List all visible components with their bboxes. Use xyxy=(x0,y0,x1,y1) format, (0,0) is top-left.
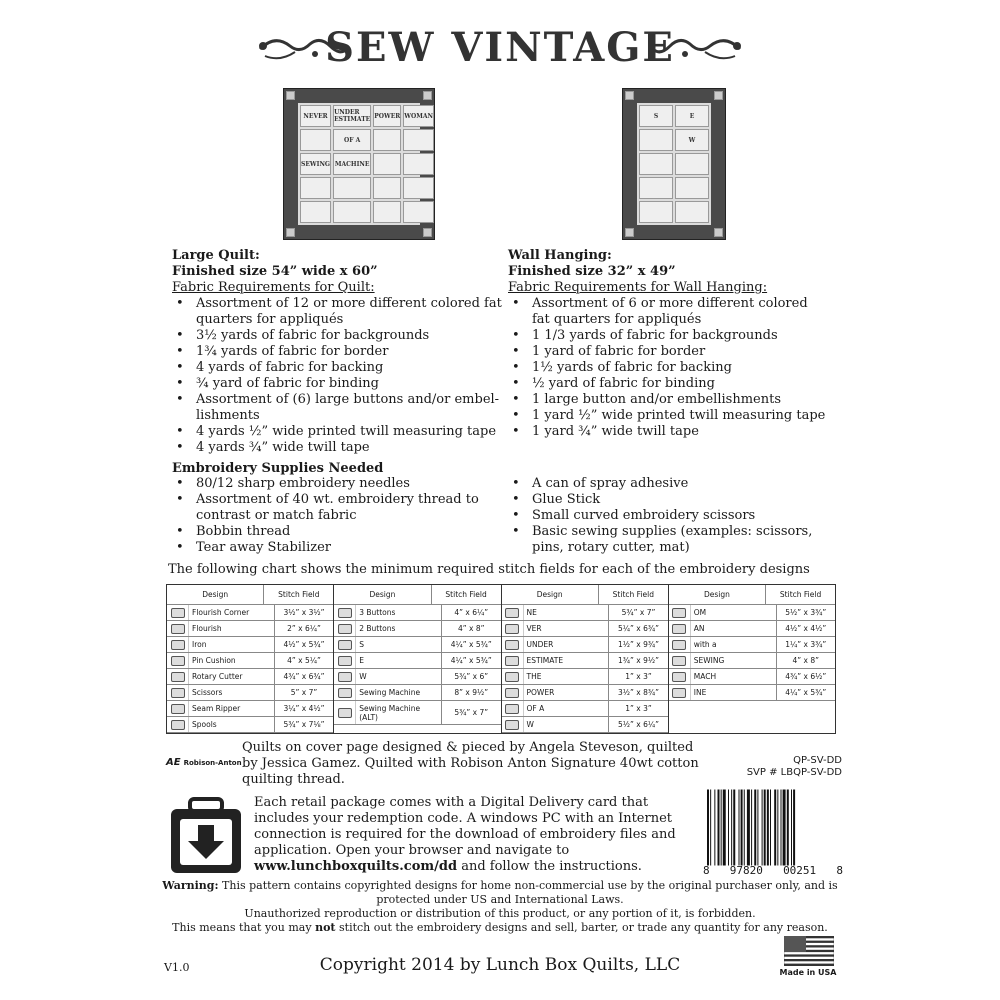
design-name: Rotary Cutter xyxy=(189,669,275,684)
table-row xyxy=(502,621,668,637)
design-thumbnail-icon xyxy=(669,621,691,636)
design-thumbnail-icon xyxy=(167,701,189,716)
design-thumbnail-icon xyxy=(334,605,356,620)
stitch-field: 3½” x 3½” xyxy=(283,608,325,617)
design-thumbnail-icon xyxy=(167,637,189,652)
table-row xyxy=(167,605,333,621)
stitch-field: 2” x 6¼” xyxy=(287,624,321,633)
list-item: • 3½ yards of fabric for backgrounds xyxy=(172,328,502,344)
barcode-bar xyxy=(774,790,776,866)
table-row xyxy=(669,685,835,701)
barcode-bar xyxy=(783,790,786,866)
design-thumbnail-icon xyxy=(669,685,691,700)
table-row xyxy=(502,685,668,701)
design-name: VER xyxy=(524,621,610,636)
quilt-block: W xyxy=(675,129,709,151)
quilt-block xyxy=(403,129,434,151)
design-name: NE xyxy=(524,605,610,620)
warning-line-3a: This means that you may xyxy=(172,921,312,934)
quilt-block: POWER xyxy=(373,105,401,127)
design-thumbnail-icon xyxy=(167,669,189,684)
design-thumbnail-icon xyxy=(334,621,356,636)
warning-line-2: Unauthorized reproduction or distribution of this product, or any portion of it, is forbidden. xyxy=(244,907,756,920)
table-row xyxy=(167,717,333,733)
design-thumbnail-icon xyxy=(669,637,691,652)
quilt-block xyxy=(403,177,434,199)
list-item: • Small curved embroidery scissors xyxy=(508,508,828,524)
wall-hanging-blocks xyxy=(637,103,711,225)
wall-hanging-heading: Wall Hanging: xyxy=(508,248,612,263)
version-label: V1.0 xyxy=(164,961,190,974)
stitch-field: 4½” x 4½” xyxy=(785,624,827,633)
quilt-block xyxy=(300,201,331,223)
warning-not: not xyxy=(315,921,336,934)
stitch-field: 4¾” x 6¾” xyxy=(283,672,325,681)
stitch-field: 4” x 8” xyxy=(792,656,820,665)
design-name: 3 Buttons xyxy=(356,605,442,620)
design-name: POWER xyxy=(524,685,610,700)
table-row xyxy=(334,685,500,701)
page-header xyxy=(0,18,1000,78)
flourish-left-icon xyxy=(255,34,350,64)
stitch-table-column xyxy=(502,585,669,733)
made-in-usa-label: Made in USA xyxy=(779,968,837,977)
barcode-bar xyxy=(744,790,745,866)
design-thumbnail-icon xyxy=(502,637,524,652)
table-row xyxy=(334,669,500,685)
table-row xyxy=(334,637,500,653)
barcode-right-digit: 8 xyxy=(836,864,843,877)
large-quilt-size: Finished size 54” wide x 60” xyxy=(172,264,378,279)
large-quilt-blocks xyxy=(298,103,434,225)
large-quilt-section xyxy=(172,248,502,456)
wall-hanging-req-label: Fabric Requirements for Wall Hanging: xyxy=(508,280,768,295)
large-quilt-heading: Large Quilt: xyxy=(172,248,260,263)
design-name: W xyxy=(524,717,610,732)
design-name: Sewing Machine (ALT) xyxy=(356,701,442,724)
stitch-field: 4¼” x 5¾” xyxy=(785,688,827,697)
design-thumbnail-icon xyxy=(334,685,356,700)
stitch-field: 1” x 3” xyxy=(625,704,652,713)
quilt-block xyxy=(333,177,371,199)
table-row xyxy=(502,717,668,733)
barcode-bar xyxy=(718,790,720,866)
design-name: W xyxy=(356,669,442,684)
large-quilt-image xyxy=(283,88,435,240)
lunchbox-download-icon xyxy=(168,797,244,875)
design-name: SEWING xyxy=(691,653,777,668)
stitch-field: 3¼” x 4½” xyxy=(283,704,325,713)
stitch-field: 1¼” x 3¾” xyxy=(785,640,827,649)
quilt-block: OF A xyxy=(333,129,371,151)
design-thumbnail-icon xyxy=(502,717,524,732)
sku-line-2: SVP # LBQP-SV-DD xyxy=(746,767,842,778)
stitch-field: 4½” x 5¾” xyxy=(283,640,325,649)
list-item: • Bobbin thread xyxy=(172,524,492,540)
quilt-block xyxy=(373,177,401,199)
quilt-block xyxy=(373,153,401,175)
design-name: E xyxy=(356,653,442,668)
design-name: THE xyxy=(524,669,610,684)
design-name: AN xyxy=(691,621,777,636)
design-thumbnail-icon xyxy=(334,669,356,684)
table-row xyxy=(167,653,333,669)
barcode-bar xyxy=(733,790,735,866)
design-name: Sewing Machine xyxy=(356,685,442,700)
barcode-bar xyxy=(781,790,782,866)
table-header-row xyxy=(334,585,500,605)
quilt-block: MACHINE xyxy=(333,153,371,175)
list-item: • ¾ yard of fabric for binding xyxy=(172,376,502,392)
design-thumbnail-icon xyxy=(502,621,524,636)
design-name: ESTIMATE xyxy=(524,653,610,668)
quilt-block xyxy=(639,129,673,151)
stitch-table-column xyxy=(334,585,501,733)
column-header-field: Stitch Field xyxy=(445,590,487,599)
warning-line-1: This pattern contains copyrighted designs for home non-commercial use by the original purchaser only, and is protected under US and International Laws. xyxy=(222,879,838,906)
table-row xyxy=(334,621,500,637)
barcode-bar xyxy=(770,790,771,866)
table-row xyxy=(334,605,500,621)
design-name: Flourish Corner xyxy=(189,605,275,620)
list-item: • Assortment of 6 or more different colored fat quarters for appliqués xyxy=(508,296,828,328)
warning-text xyxy=(150,879,850,935)
table-row xyxy=(334,653,500,669)
design-name: INE xyxy=(691,685,777,700)
quilt-block xyxy=(373,129,401,151)
stitch-field-table xyxy=(166,584,836,734)
embroidery-heading: Embroidery Supplies Needed xyxy=(172,461,384,476)
digital-delivery-text xyxy=(254,795,694,875)
quilt-block: WOMAN xyxy=(403,105,434,127)
credits-text: Quilts on cover page designed & pieced by Angela Steveson, quilted by Jessica Gamez. Quilted with Robison Anton Signature 40wt cotton quilting thread. xyxy=(242,740,699,787)
barcode-bar xyxy=(764,790,766,866)
design-name: Iron xyxy=(189,637,275,652)
chart-intro: The following chart shows the minimum required stitch fields for each of the embroidery designs xyxy=(168,562,810,577)
design-name: MACH xyxy=(691,669,777,684)
design-thumbnail-icon xyxy=(334,653,356,668)
table-row xyxy=(669,669,835,685)
design-thumbnail-icon xyxy=(502,653,524,668)
stitch-field: 5¾” x 7” xyxy=(621,608,656,617)
large-quilt-list xyxy=(172,296,502,456)
stitch-field: 5¼” x 6¾” xyxy=(618,624,660,633)
table-row xyxy=(167,701,333,717)
quilt-block xyxy=(639,201,673,223)
design-thumbnail-icon xyxy=(669,669,691,684)
column-header-field: Stitch Field xyxy=(779,590,822,599)
stitch-field: 5½” x 3¾” xyxy=(785,608,827,617)
column-header-design: Design xyxy=(334,585,431,604)
table-row xyxy=(167,685,333,701)
delivery-end: and follow the instructions. xyxy=(461,859,642,874)
barcode-bar xyxy=(751,790,752,866)
stitch-field: 1¾” x 9½” xyxy=(618,656,660,665)
design-thumbnail-icon xyxy=(502,669,524,684)
stitch-field: 5¾” x 7⅛” xyxy=(283,720,325,729)
design-name: Seam Ripper xyxy=(189,701,275,716)
quilt-block xyxy=(373,201,401,223)
list-item: • Assortment of (6) large buttons and/or embel- lishments xyxy=(172,392,502,424)
warning-line-3c: stitch out the embroidery designs and sell, barter, or trade any quantity for any reason. xyxy=(339,921,828,934)
stitch-table-column xyxy=(669,585,835,733)
corner-flourish-icon xyxy=(286,91,295,100)
table-row xyxy=(502,637,668,653)
barcode-bar xyxy=(739,790,740,866)
barcode-bar xyxy=(757,790,758,866)
corner-flourish-icon xyxy=(423,228,432,237)
stitch-field: 4” x 5¼” xyxy=(287,656,321,665)
stitch-field: 1½” x 9¾” xyxy=(618,640,660,649)
stitch-field: 3½” x 8¾” xyxy=(618,688,660,697)
corner-flourish-icon xyxy=(625,228,634,237)
quilt-block xyxy=(403,201,434,223)
design-thumbnail-icon xyxy=(167,653,189,668)
stitch-field: 4¼” x 5¾” xyxy=(450,656,492,665)
table-row xyxy=(502,669,668,685)
sku-line-1: QP-SV-DD xyxy=(793,755,842,766)
barcode-bar xyxy=(762,790,763,866)
quilt-block xyxy=(639,153,673,175)
list-item: • 1 1/3 yards of fabric for backgrounds xyxy=(508,328,828,344)
design-thumbnail-icon xyxy=(167,685,189,700)
list-item: • Glue Stick xyxy=(508,492,828,508)
stitch-field: 1” x 3” xyxy=(625,672,652,681)
column-header-design: Design xyxy=(167,585,264,604)
design-thumbnail-icon xyxy=(167,717,189,732)
stitch-field: 4¾” x 6½” xyxy=(785,672,827,681)
table-row xyxy=(669,653,835,669)
design-thumbnail-icon xyxy=(502,685,524,700)
list-item: • ½ yard of fabric for binding xyxy=(508,376,828,392)
list-item: • Assortment of 40 wt. embroidery thread to contrast or match fabric xyxy=(172,492,492,524)
list-item: • 1¾ yards of fabric for border xyxy=(172,344,502,360)
delivery-url[interactable]: www.lunchboxquilts.com/dd xyxy=(254,859,458,874)
stitch-field: 5¾” x 6” xyxy=(454,672,489,681)
quilt-block: S xyxy=(639,105,673,127)
quilt-block xyxy=(403,153,434,175)
barcode-left-digit: 8 xyxy=(703,864,710,877)
design-thumbnail-icon xyxy=(334,701,356,724)
design-name: 2 Buttons xyxy=(356,621,442,636)
design-thumbnail-icon xyxy=(502,605,524,620)
table-row xyxy=(502,653,668,669)
barcode-bar xyxy=(714,790,715,866)
table-row xyxy=(669,605,835,621)
robison-anton-name: Robison-Anton xyxy=(183,758,242,767)
quilt-block xyxy=(300,177,331,199)
wall-hanging-section xyxy=(508,248,828,440)
large-quilt-req-label: Fabric Requirements for Quilt: xyxy=(172,280,375,295)
quilt-block xyxy=(300,129,331,151)
table-row xyxy=(167,669,333,685)
quilt-block: SEWING xyxy=(300,153,331,175)
barcode-bar xyxy=(710,790,711,866)
list-item: • 1½ yards of fabric for backing xyxy=(508,360,828,376)
list-item: • A can of spray adhesive xyxy=(508,476,828,492)
list-item: • 4 yards ½” wide printed twill measuring tape xyxy=(172,424,502,440)
table-header-row xyxy=(167,585,333,605)
list-item: • Basic sewing supplies (examples: scissors, pins, rotary cutter, mat) xyxy=(508,524,828,556)
barcode-bar xyxy=(793,790,795,866)
list-item: • 1 large button and/or embellishments xyxy=(508,392,828,408)
barcode-bar xyxy=(728,790,729,866)
quilt-block xyxy=(675,201,709,223)
quilt-block xyxy=(333,201,371,223)
quilt-block: E xyxy=(675,105,709,127)
robison-anton-mark: AE xyxy=(166,757,181,768)
stitch-field: 4” x 6¼” xyxy=(454,608,489,617)
barcode-bar xyxy=(721,790,722,866)
list-item: • 4 yards of fabric for backing xyxy=(172,360,502,376)
barcode-bar xyxy=(777,790,778,866)
list-item: • 1 yard ¾” wide twill tape xyxy=(508,424,828,440)
design-name: Pin Cushion xyxy=(189,653,275,668)
corner-flourish-icon xyxy=(714,228,723,237)
warning-label: Warning: xyxy=(162,879,219,892)
column-header-design: Design xyxy=(669,585,766,604)
column-header-field: Stitch Field xyxy=(278,590,320,599)
design-name: S xyxy=(356,637,442,652)
barcode-bar xyxy=(767,790,769,866)
wall-hanging-list xyxy=(508,296,828,440)
page-title: SEW VINTAGE xyxy=(325,24,675,71)
barcode-bar xyxy=(741,790,743,866)
barcode-group-2: 00251 xyxy=(783,864,817,877)
list-item: • Tear away Stabilizer xyxy=(172,540,492,556)
stitch-field: 5” x 7” xyxy=(290,688,318,697)
list-item: • 1 yard ½” wide printed twill measuring tape xyxy=(508,408,828,424)
table-row xyxy=(167,621,333,637)
robison-anton-logo xyxy=(166,757,242,768)
design-thumbnail-icon xyxy=(669,653,691,668)
barcode-group-1: 97820 xyxy=(729,864,763,877)
design-name: OF A xyxy=(524,701,610,716)
design-name: Spools xyxy=(189,717,275,732)
barcode-bar xyxy=(731,790,732,866)
delivery-body: Each retail package comes with a Digital Delivery card that includes your redemption code. A windows PC with an Internet connection is required for the download of embroidery files and application. Open your browser and navigate to xyxy=(254,795,676,858)
stitch-field: 4” x 8” xyxy=(458,624,485,633)
barcode-bar xyxy=(754,790,756,866)
embroidery-list-left xyxy=(172,476,492,556)
quilt-block xyxy=(675,153,709,175)
list-item: • Assortment of 12 or more different colored fat quarters for appliqués xyxy=(172,296,502,328)
table-row xyxy=(334,701,500,725)
design-name: Flourish xyxy=(189,621,275,636)
corner-flourish-icon xyxy=(625,91,634,100)
design-thumbnail-icon xyxy=(167,605,189,620)
stitch-field: 5½” x 6¼” xyxy=(618,720,660,729)
barcode-numbers xyxy=(703,864,843,877)
quilt-block xyxy=(639,177,673,199)
barcode-bar xyxy=(723,790,726,866)
design-name: OM xyxy=(691,605,777,620)
corner-flourish-icon xyxy=(714,91,723,100)
column-header-field: Stitch Field xyxy=(612,590,654,599)
list-item: • 4 yards ¾” wide twill tape xyxy=(172,440,502,456)
column-header-design: Design xyxy=(502,585,599,604)
list-item: • 80/12 sharp embroidery needles xyxy=(172,476,492,492)
table-row xyxy=(502,605,668,621)
design-name: UNDER xyxy=(524,637,610,652)
usa-flag-icon xyxy=(784,936,834,966)
quilt-block xyxy=(675,177,709,199)
barcode-icon xyxy=(703,782,843,877)
wall-hanging-image xyxy=(622,88,726,240)
quilt-block: UNDER ESTIMATE xyxy=(333,105,371,127)
barcode-bar xyxy=(707,790,709,866)
design-name: Scissors xyxy=(189,685,275,700)
flourish-right-icon xyxy=(650,34,745,64)
sku-block xyxy=(722,755,842,779)
design-name: with a xyxy=(691,637,777,652)
stitch-field: 5¾” x 7” xyxy=(454,708,489,717)
copyright-text: Copyright 2014 by Lunch Box Quilts, LLC xyxy=(319,955,681,975)
embroidery-list-right xyxy=(508,476,828,556)
stitch-table-column xyxy=(167,585,334,733)
table-header-row xyxy=(669,585,835,605)
wall-hanging-size: Finished size 32” x 49” xyxy=(508,264,676,279)
design-thumbnail-icon xyxy=(167,621,189,636)
design-thumbnail-icon xyxy=(334,637,356,652)
stitch-field: 4¼” x 5¾” xyxy=(450,640,492,649)
table-row xyxy=(502,701,668,717)
stitch-field: 8” x 9½” xyxy=(454,688,489,697)
table-row xyxy=(669,621,835,637)
corner-flourish-icon xyxy=(423,91,432,100)
design-thumbnail-icon xyxy=(502,701,524,716)
corner-flourish-icon xyxy=(286,228,295,237)
design-thumbnail-icon xyxy=(669,605,691,620)
barcode-bar xyxy=(787,790,789,866)
table-header-row xyxy=(502,585,668,605)
list-item: • 1 yard of fabric for border xyxy=(508,344,828,360)
table-row xyxy=(669,637,835,653)
barcode-bar xyxy=(747,790,750,866)
table-row xyxy=(167,637,333,653)
quilt-block: NEVER xyxy=(300,105,331,127)
barcode-bar xyxy=(791,790,792,866)
